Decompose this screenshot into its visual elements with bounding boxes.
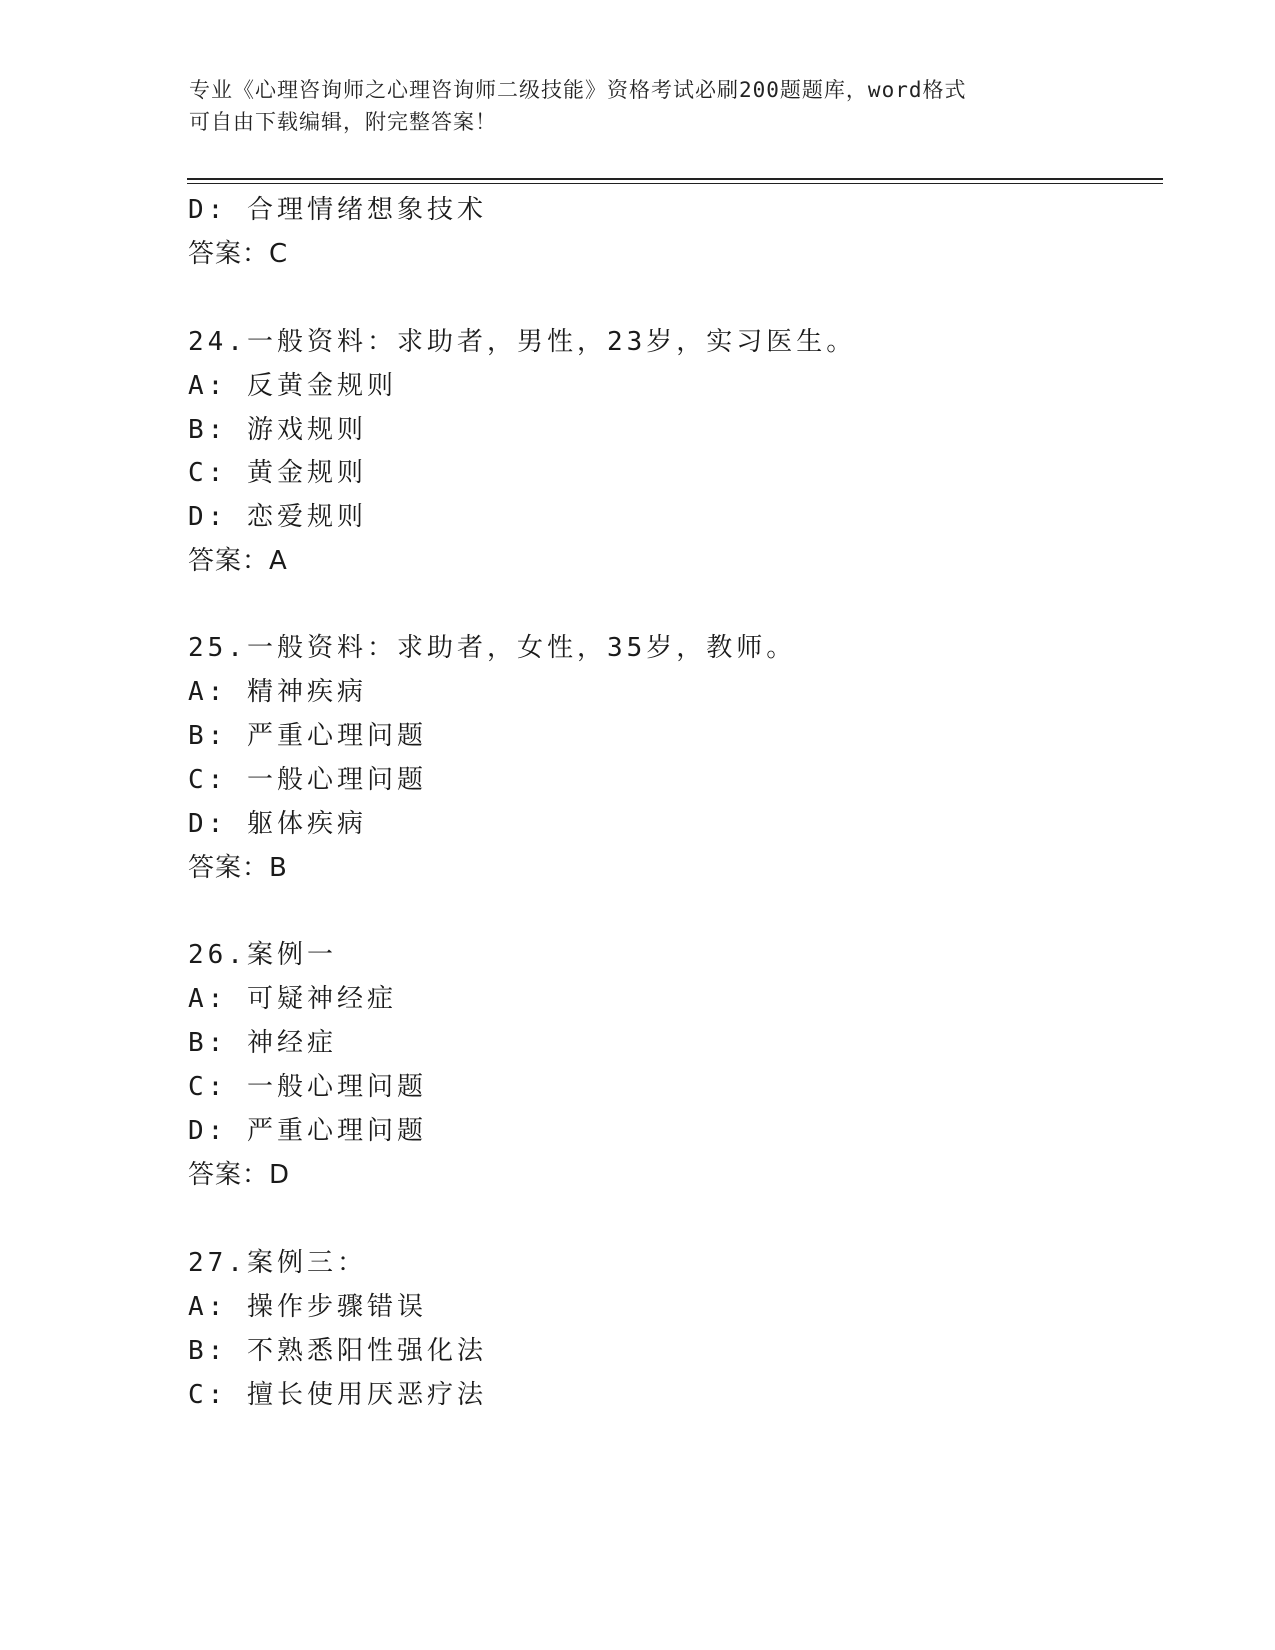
- answer-line: 答案：B: [188, 853, 288, 883]
- question-25: 25.一般资料：求助者，女性，35岁，教师。: [188, 633, 797, 663]
- option-a: A: 反黄金规则: [188, 371, 397, 401]
- option-c: C: 黄金规则: [188, 458, 367, 488]
- document-header: [189, 74, 1089, 138]
- option-b: B: 不熟悉阳性强化法: [188, 1336, 487, 1366]
- option-d: D: 合理情绪想象技术: [188, 195, 487, 225]
- option-c: C: 一般心理问题: [188, 1072, 427, 1102]
- answer-line: 答案：C: [188, 239, 289, 269]
- option-a: A: 可疑神经症: [188, 984, 397, 1014]
- header-line-1: 专业《心理咨询师之心理咨询师二级技能》资格考试必刷200题题库，word格式: [189, 78, 967, 102]
- option-d: D: 躯体疾病: [188, 809, 367, 839]
- option-c: C: 一般心理问题: [188, 765, 427, 795]
- question-26: 26.案例一: [188, 940, 337, 970]
- option-b: B: 神经症: [188, 1028, 337, 1058]
- answer-line: 答案：A: [188, 546, 288, 576]
- option-a: A: 精神疾病: [188, 677, 367, 707]
- question-24: 24.一般资料：求助者，男性，23岁，实习医生。: [188, 327, 857, 357]
- answer-line: 答案：D: [188, 1160, 291, 1190]
- option-d: D: 严重心理问题: [188, 1116, 427, 1146]
- header-divider-thin: [187, 183, 1163, 184]
- question-27: 27.案例三：: [188, 1248, 367, 1278]
- header-divider: [187, 178, 1163, 180]
- option-b: B: 游戏规则: [188, 415, 367, 445]
- option-b: B: 严重心理问题: [188, 721, 427, 751]
- header-line-2: 可自由下载编辑，附完整答案！: [189, 110, 497, 134]
- option-c: C: 擅长使用厌恶疗法: [188, 1380, 487, 1410]
- option-a: A: 操作步骤错误: [188, 1292, 427, 1322]
- option-d: D: 恋爱规则: [188, 502, 367, 532]
